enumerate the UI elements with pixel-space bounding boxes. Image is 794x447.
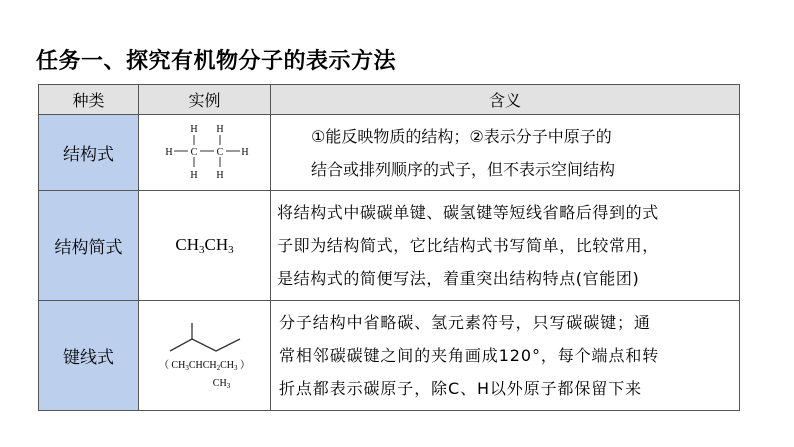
ethane-condensed-formula: $CH_3CH_3$: [175, 235, 234, 256]
table-row: [39, 115, 740, 191]
meaning-line: 分子结构中省略碳、氢元素符号，只写碳碳键；通: [279, 313, 651, 332]
atom-h: H: [215, 123, 224, 135]
atom-h: H: [189, 169, 198, 181]
meaning-line: 将结构式中碳碳单键、碳氢键等短线省略后得到的式: [277, 203, 659, 222]
example-condensed-formula: [139, 191, 271, 301]
page-title: 任务一、探究有机物分子的表示方法: [36, 49, 397, 74]
atom-h: H: [164, 146, 173, 158]
header-kind: 种类: [39, 85, 139, 115]
isopentane-skeleton-diagram: [160, 321, 250, 355]
isopentane-formula: （ $CH_3CHCH_2CH_3$ ）: [158, 360, 251, 372]
meaning-line: ①能反映物质的结构；②表示分子中原子的: [311, 126, 612, 146]
meaning-skeletal-formula: [271, 301, 740, 411]
header-example: 实例: [139, 85, 271, 115]
meaning-line: 子即为结构简式，它比结构式书写简单，比较常用，: [277, 236, 659, 255]
ethane-structure-diagram: [150, 118, 260, 184]
example-skeletal-formula: [139, 301, 271, 411]
meaning-line: 常相邻碳碳键之间的夹角画成120°，每个端点和转: [279, 346, 660, 365]
table-row: [39, 191, 740, 301]
example-structural-formula: [139, 115, 271, 191]
header-row: [39, 85, 740, 115]
kind-structural-formula: 结构式: [39, 115, 139, 191]
atom-h: H: [240, 146, 249, 158]
header-meaning: 含义: [271, 85, 740, 115]
atom-c: C: [216, 146, 223, 158]
meaning-line: 结合或排列顺序的式子，但不表示空间结构: [311, 159, 616, 179]
atom-h: H: [215, 169, 224, 181]
methyl-branch-label: $CH_3$: [212, 378, 231, 390]
meaning-structural-formula: [271, 115, 740, 191]
atom-h: H: [189, 123, 198, 135]
atom-c: C: [190, 146, 197, 158]
kind-skeletal-formula: 键线式: [39, 301, 139, 411]
representation-table: [38, 84, 740, 411]
meaning-condensed-formula: [271, 191, 740, 301]
meaning-line: 是结构式的简便写法，着重突出结构特点(官能团): [277, 269, 640, 288]
meaning-line: 折点都表示碳原子，除C、H以外原子都保留下来: [279, 379, 643, 398]
kind-condensed-formula: 结构简式: [39, 191, 139, 301]
table-row: [39, 301, 740, 411]
